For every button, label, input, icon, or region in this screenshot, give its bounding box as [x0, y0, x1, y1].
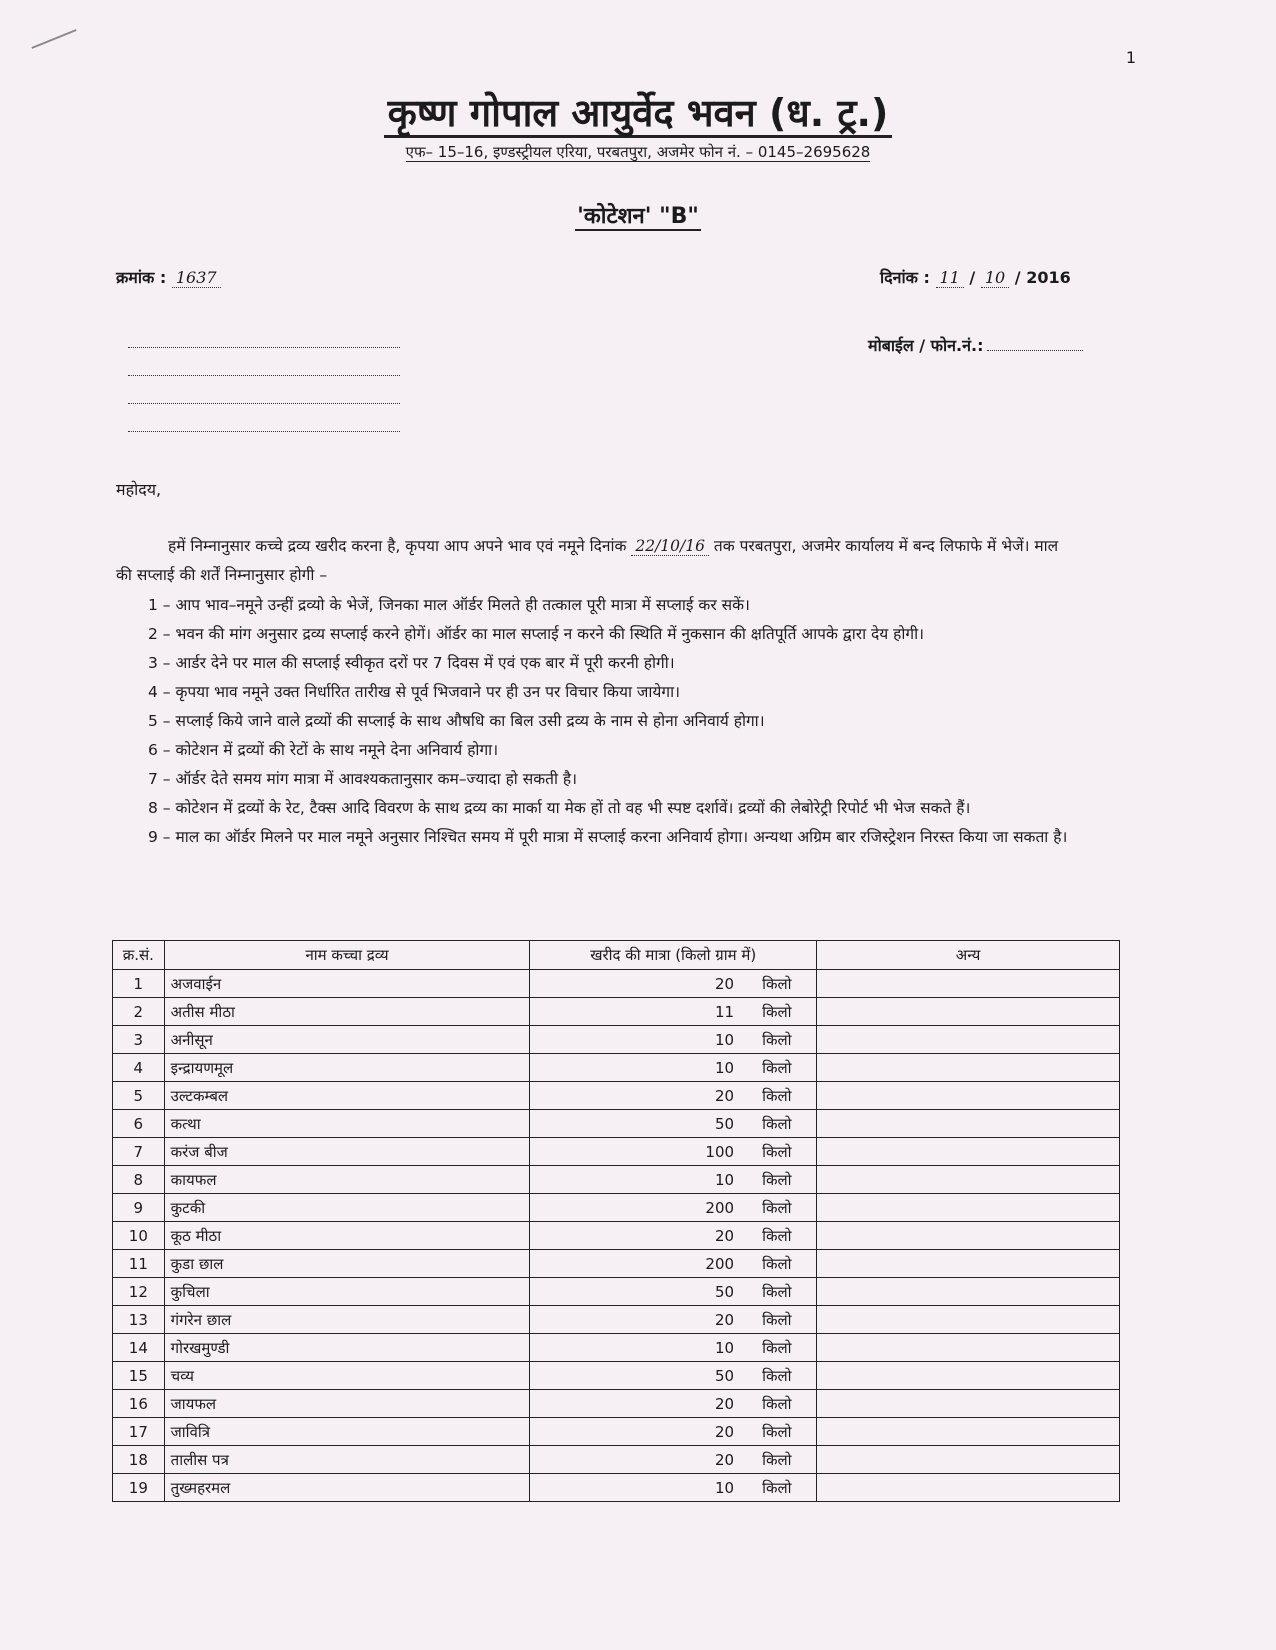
- row-qty-value: 50: [714, 1282, 735, 1301]
- row-item-name: कायफल: [164, 1166, 530, 1194]
- row-qty-unit: किलो: [762, 1394, 792, 1413]
- deadline-date: 22/10/16: [631, 537, 709, 556]
- table-row: [113, 1418, 1120, 1446]
- date-month: 10: [981, 268, 1009, 288]
- row-qty-value: 50: [714, 1366, 735, 1385]
- term-item: 3 – आर्डर देने पर माल की सप्लाई स्वीकृत दरों पर 7 दिवस में एवं एक बार में पूरी करनी होगी।: [148, 654, 675, 672]
- row-qty: [530, 998, 817, 1026]
- table-row: [113, 1250, 1120, 1278]
- mobile-field: [868, 334, 1083, 356]
- row-qty-unit: किलो: [762, 1030, 792, 1049]
- row-qty: [530, 1082, 817, 1110]
- row-qty: [530, 1306, 817, 1334]
- row-qty: [530, 1362, 817, 1390]
- col-header-name: नाम कच्चा द्रव्य: [164, 941, 530, 970]
- row-other: [817, 1306, 1120, 1334]
- table-row: [113, 1474, 1120, 1502]
- row-qty-value: 20: [714, 1086, 735, 1105]
- term-item: 1 – आप भाव–नमूने उन्हीं द्रव्यो के भेजें, जिनका माल ऑर्डर मिलते ही तत्काल पूरी मात्रा में सप्लाई कर सकें।: [148, 596, 750, 614]
- row-item-name: जायफल: [164, 1390, 530, 1418]
- table-row: [113, 1138, 1120, 1166]
- row-item-name: उल्टकम्बल: [164, 1082, 530, 1110]
- serial-field: [116, 266, 221, 288]
- org-title: [0, 86, 1276, 138]
- row-sno: 15: [113, 1362, 165, 1390]
- items-table: [112, 940, 1120, 1502]
- row-qty-value: 20: [714, 1310, 735, 1329]
- row-qty-value: 20: [714, 1422, 735, 1441]
- row-qty-unit: किलो: [762, 1170, 792, 1189]
- table-row: [113, 1222, 1120, 1250]
- table-row: [113, 1390, 1120, 1418]
- row-qty-value: 200: [705, 1254, 735, 1273]
- row-qty-value: 50: [714, 1114, 735, 1133]
- row-qty-unit: किलो: [762, 1226, 792, 1245]
- row-item-name: कुडा छाल: [164, 1250, 530, 1278]
- row-qty: [530, 1474, 817, 1502]
- row-qty: [530, 1054, 817, 1082]
- row-sno: 17: [113, 1418, 165, 1446]
- row-qty-unit: किलो: [762, 1338, 792, 1357]
- row-other: [817, 1054, 1120, 1082]
- row-other: [817, 1194, 1120, 1222]
- row-qty-unit: किलो: [762, 1058, 792, 1077]
- row-sno: 4: [113, 1054, 165, 1082]
- table-row: [113, 1110, 1120, 1138]
- row-qty-unit: किलो: [762, 1282, 792, 1301]
- row-qty-value: 20: [714, 1450, 735, 1469]
- intro-paragraph: [116, 532, 1066, 590]
- row-item-name: इन्द्रायणमूल: [164, 1054, 530, 1082]
- row-other: [817, 1250, 1120, 1278]
- table-row: [113, 1194, 1120, 1222]
- row-item-name: करंज बीज: [164, 1138, 530, 1166]
- table-row: [113, 1306, 1120, 1334]
- row-qty: [530, 1222, 817, 1250]
- row-sno: 10: [113, 1222, 165, 1250]
- row-qty-unit: किलो: [762, 1002, 792, 1021]
- row-sno: 2: [113, 998, 165, 1026]
- row-qty: [530, 1334, 817, 1362]
- row-sno: 12: [113, 1278, 165, 1306]
- scan-mark: [31, 29, 76, 49]
- row-qty-value: 20: [714, 974, 735, 993]
- row-sno: 6: [113, 1110, 165, 1138]
- row-qty-unit: किलो: [762, 1086, 792, 1105]
- row-sno: 16: [113, 1390, 165, 1418]
- row-item-name: गंगरेन छाल: [164, 1306, 530, 1334]
- row-qty: [530, 1166, 817, 1194]
- row-other: [817, 1026, 1120, 1054]
- salutation: महोदय,: [116, 480, 162, 499]
- row-qty-value: 10: [714, 1338, 735, 1357]
- row-other: [817, 1418, 1120, 1446]
- date-field: दिनांक : 11 / 10 / 2016: [880, 268, 1071, 287]
- row-other: [817, 1334, 1120, 1362]
- term-item: 9 – माल का ऑर्डर मिलने पर माल नमूने अनुसार निश्चित समय में पूरी मात्रा में सप्लाई करना अनिवार्य होगा। अन्यथा अग्रिम बार रजिस्ट्रेशन निरस्त किया जा सकता है।: [148, 828, 1068, 846]
- table-row: [113, 1446, 1120, 1474]
- row-qty-unit: किलो: [762, 1478, 792, 1497]
- row-sno: 7: [113, 1138, 165, 1166]
- row-qty-unit: किलो: [762, 1198, 792, 1217]
- row-item-name: चव्य: [164, 1362, 530, 1390]
- row-qty-unit: किलो: [762, 1254, 792, 1273]
- row-qty-value: 10: [714, 1058, 735, 1077]
- recipient-line-2: [128, 374, 400, 376]
- row-qty-unit: किलो: [762, 1142, 792, 1161]
- row-item-name: अतीस मीठा: [164, 998, 530, 1026]
- row-sno: 5: [113, 1082, 165, 1110]
- row-item-name: तालीस पत्र: [164, 1446, 530, 1474]
- row-qty-unit: किलो: [762, 1366, 792, 1385]
- row-item-name: अजवाईन: [164, 970, 530, 998]
- row-other: [817, 1474, 1120, 1502]
- row-qty: [530, 1138, 817, 1166]
- table-body: [113, 970, 1120, 1502]
- org-address-text: एफ– 15–16, इण्डस्ट्रीयल एरिया, परबतपुरा, अजमेर फोन नं. – 0145–2695628: [405, 143, 871, 161]
- row-sno: 13: [113, 1306, 165, 1334]
- quotation-title: [0, 200, 1276, 230]
- row-qty-value: 20: [714, 1226, 735, 1245]
- date-day: 11: [936, 268, 964, 288]
- row-sno: 18: [113, 1446, 165, 1474]
- row-qty-unit: किलो: [762, 1114, 792, 1133]
- recipient-line-1: [128, 346, 400, 348]
- row-other: [817, 1082, 1120, 1110]
- col-header-sno: क्र.सं.: [113, 941, 165, 970]
- row-sno: 11: [113, 1250, 165, 1278]
- recipient-line-4: [128, 430, 400, 432]
- row-item-name: कूठ मीठा: [164, 1222, 530, 1250]
- table-row: [113, 998, 1120, 1026]
- table-row: [113, 1026, 1120, 1054]
- row-qty: [530, 1446, 817, 1474]
- row-item-name: कुचिला: [164, 1278, 530, 1306]
- row-qty: [530, 1418, 817, 1446]
- org-address: [0, 142, 1276, 162]
- row-item-name: तुख्महरमल: [164, 1474, 530, 1502]
- row-qty-unit: किलो: [762, 1422, 792, 1441]
- row-sno: 14: [113, 1334, 165, 1362]
- row-other: [817, 1362, 1120, 1390]
- term-item: 6 – कोटेशन में द्रव्यों की रेटों के साथ नमूने देना अनिवार्य होगा।: [148, 741, 499, 759]
- recipient-line-3: [128, 402, 400, 404]
- row-other: [817, 1110, 1120, 1138]
- table-header-row: [113, 941, 1120, 970]
- row-qty-unit: किलो: [762, 1450, 792, 1469]
- row-qty-value: 10: [714, 1478, 735, 1497]
- serial-value: 1637: [172, 268, 221, 288]
- row-qty-value: 10: [714, 1030, 735, 1049]
- term-item: 5 – सप्लाई किये जाने वाले द्रव्यों की सप्लाई के साथ औषधि का बिल उसी द्रव्य के नाम से होना अनिवार्य होगा।: [148, 712, 765, 730]
- row-sno: 3: [113, 1026, 165, 1054]
- row-qty: [530, 1026, 817, 1054]
- term-item: 7 – ऑर्डर देते समय मांग मात्रा में आवश्यकतानुसार कम–ज्यादा हो सकती है।: [148, 770, 578, 788]
- row-item-name: गोरखमुण्डी: [164, 1334, 530, 1362]
- mobile-label: मोबाईल / फोन.नं.:: [868, 336, 984, 355]
- row-qty-value: 10: [714, 1170, 735, 1189]
- table-row: [113, 970, 1120, 998]
- org-title-text: कृष्ण गोपाल आयुर्वेद भवन (ध. ट्र.): [384, 91, 893, 138]
- table-row: [113, 1166, 1120, 1194]
- row-item-name: कत्था: [164, 1110, 530, 1138]
- row-item-name: जावित्रि: [164, 1418, 530, 1446]
- row-other: [817, 998, 1120, 1026]
- row-qty-value: 20: [714, 1394, 735, 1413]
- intro-part-2: तक परबतपुरा, अजमेर कार्यालय में बन्द लिफाफे में भेजें। माल की सप्लाई की शर्तें निम्नानुसार होगी –: [116, 537, 1059, 584]
- row-item-name: अनीसून: [164, 1026, 530, 1054]
- table-row: [113, 1334, 1120, 1362]
- row-sno: 1: [113, 970, 165, 998]
- row-other: [817, 1222, 1120, 1250]
- row-qty-unit: किलो: [762, 974, 792, 993]
- row-other: [817, 1446, 1120, 1474]
- row-qty: [530, 1250, 817, 1278]
- date-year: / 2016: [1014, 268, 1071, 287]
- table-row: [113, 1278, 1120, 1306]
- row-qty: [530, 1194, 817, 1222]
- col-header-other: अन्य: [817, 941, 1120, 970]
- row-sno: 19: [113, 1474, 165, 1502]
- row-qty: [530, 1390, 817, 1418]
- row-qty: [530, 970, 817, 998]
- term-item: 2 – भवन की मांग अनुसार द्रव्य सप्लाई करने होगें। ऑर्डर का माल सप्लाई न करने की स्थिति में नुकसान की क्षतिपूर्ति आपके द्वारा देय होगी।: [148, 625, 925, 643]
- table-row: [113, 1362, 1120, 1390]
- row-sno: 9: [113, 1194, 165, 1222]
- row-qty-value: 100: [705, 1142, 735, 1161]
- row-other: [817, 1390, 1120, 1418]
- date-label: दिनांक :: [880, 268, 930, 287]
- row-other: [817, 1166, 1120, 1194]
- row-other: [817, 1278, 1120, 1306]
- row-item-name: कुटकी: [164, 1194, 530, 1222]
- row-qty: [530, 1278, 817, 1306]
- row-sno: 8: [113, 1166, 165, 1194]
- row-qty-value: 11: [714, 1002, 735, 1021]
- serial-label: क्रमांक :: [116, 268, 167, 287]
- page-number: 1: [1125, 48, 1136, 67]
- table-row: [113, 1054, 1120, 1082]
- row-other: [817, 1138, 1120, 1166]
- row-qty-value: 200: [705, 1198, 735, 1217]
- table-row: [113, 1082, 1120, 1110]
- terms-list: [148, 591, 1083, 852]
- quotation-title-text: 'कोटेशन' "B": [577, 204, 699, 229]
- row-other: [817, 970, 1120, 998]
- term-item: 8 – कोटेशन में द्रव्यों के रेट, टैक्स आदि विवरण के साथ द्रव्य का मार्का या मेक हों तो वह भी स्पष्ट दर्शावें। द्रव्यों की लेबोरेट्री रिपोर्ट भी भेज सकते हैं।: [148, 799, 971, 817]
- intro-part-1: हमें निम्नानुसार कच्चे द्रव्य खरीद करना है, कृपया आप अपने भाव एवं नमूने दिनांक: [168, 537, 627, 555]
- row-qty: [530, 1110, 817, 1138]
- mobile-blank: [987, 350, 1083, 351]
- row-qty-unit: किलो: [762, 1310, 792, 1329]
- term-item: 4 – कृपया भाव नमूने उक्त निर्धारित तारीख से पूर्व भिजवाने पर ही उन पर विचार किया जायेगा।: [148, 683, 681, 701]
- col-header-qty: खरीद की मात्रा (किलो ग्राम में): [530, 941, 817, 970]
